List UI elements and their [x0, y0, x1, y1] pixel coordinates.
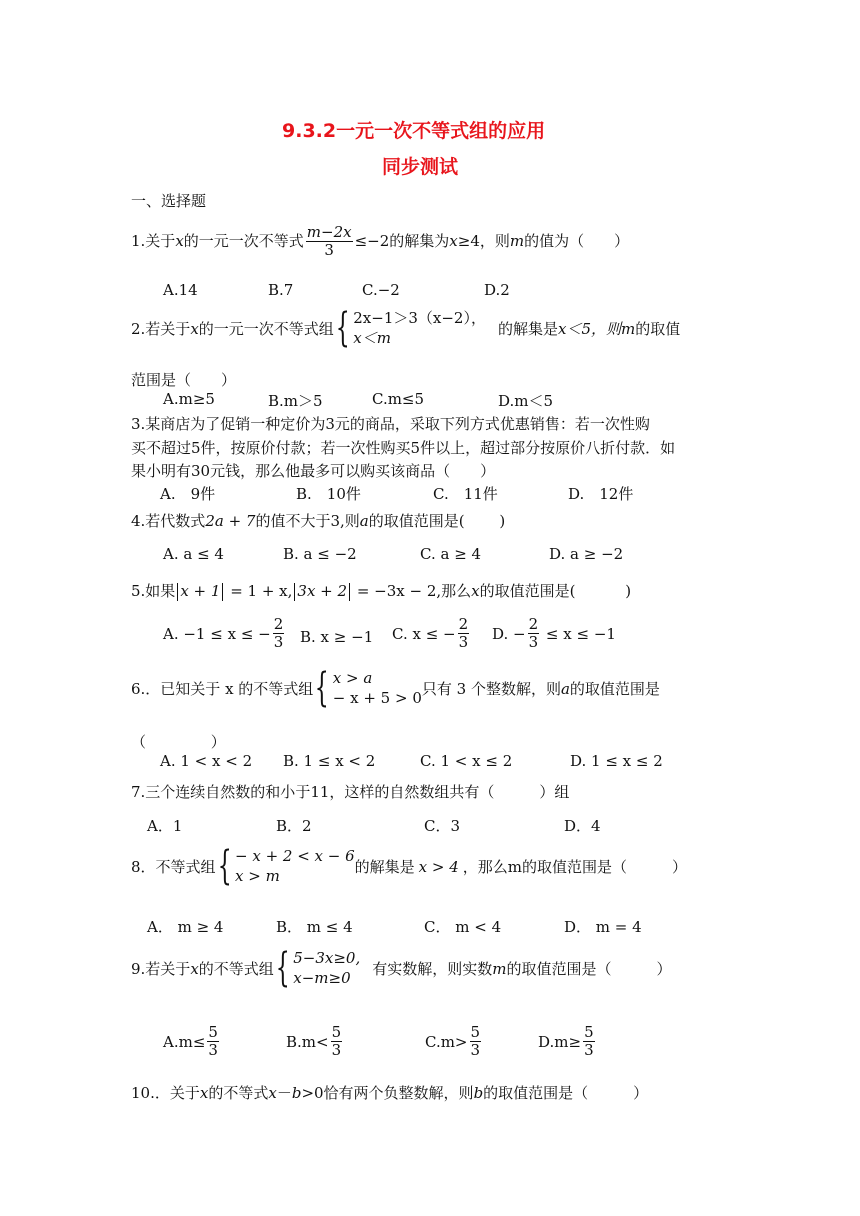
q9-option-c: C.m> $\frac{5}{3}$ [425, 1023, 481, 1060]
q3-option-b: B. 10件 [296, 485, 361, 503]
q7-option-b: B．2 [276, 817, 312, 835]
q2-option-a: A.m≥5 [163, 390, 215, 408]
q6-option-b: B. 1 ≤ x < 2 [283, 752, 376, 770]
q3-option-d: D. 12件 [568, 485, 634, 503]
q6-option-d: D. 1 ≤ x ≤ 2 [570, 752, 663, 770]
q7-option-a: A．1 [147, 817, 183, 835]
q3-option-a: A. 9件 [160, 485, 216, 503]
q5-option-b: B. x ≥ −1 [300, 628, 374, 646]
q2-line2: 范围是（ ） [131, 371, 237, 389]
q1-option-d: D.2 [484, 281, 510, 299]
q1-option-c: C.−2 [362, 281, 400, 299]
q7-option-c: C．3 [424, 817, 461, 835]
q3-line1: 3.某商店为了促销一种定价为3元的商品，采取下列方式优惠销售：若一次性购 [131, 415, 650, 433]
q8-option-b: B． m ≤ 4 [276, 918, 353, 936]
question-6: 6.．已知关于 x 的不等式组 { x > a − x + 5 > 0 只有 3 个整数解，则a的取值范围是 [131, 665, 660, 712]
question-4: 4.若代数式2a + 7的值不大于3,则a的取值范围是( ) [131, 512, 506, 530]
q9-option-a: A.m≤ $\frac{5}{3}$ [163, 1023, 218, 1060]
doc-title-line1: 9.3.2一元一次不等式组的应用 [282, 120, 546, 142]
q2-option-c: C.m≤5 [372, 390, 425, 408]
q4-option-b: B. a ≤ −2 [283, 545, 357, 563]
question-10: 10.．关于x的不等式x－b>0恰有两个负整数解，则b的取值范围是（ ） [131, 1084, 649, 1102]
q3-line2: 买不超过5件，按原价付款；若一次性购买5件以上，超过部分按原价八折付款．如 [131, 439, 676, 457]
q4-option-d: D. a ≥ −2 [549, 545, 624, 563]
q9-option-b: B.m< $\frac{5}{3}$ [286, 1023, 342, 1060]
q1-option-a: A.14 [163, 281, 198, 299]
q4-option-a: A. a ≤ 4 [163, 545, 224, 563]
q2-option-b: B.m＞5 [268, 392, 323, 410]
q6-option-c: C. 1 < x ≤ 2 [420, 752, 513, 770]
q7-option-d: D．4 [564, 817, 601, 835]
doc-title-line2: 同步测试 [382, 156, 459, 178]
q8-option-c: C． m < 4 [424, 918, 502, 936]
q3-option-c: C. 11件 [433, 485, 498, 503]
q5-option-c: C. x ≤ − $\frac{2}{3}$ [392, 615, 469, 652]
q5-option-a: A. −1 ≤ x ≤ − $\frac{2}{3}$ [163, 615, 284, 652]
question-5: 5.如果 x + 1 = 1 + x, 3x + 2 = −3x − 2,那么x的取值范围是( ) [131, 582, 632, 600]
q5-option-d: D. − $\frac{2}{3}$ ≤ x ≤ −1 [492, 615, 616, 652]
question-9: 9.若关于x的不等式组 { 5−3x≥0, x−m≥0 有实数解，则实数m的取值范围是（ ） [131, 945, 672, 992]
fraction: $\frac{m-2x}{3}$ [306, 223, 352, 260]
q6-option-a: A. 1 < x < 2 [160, 752, 253, 770]
section-heading: 一、选择题 [131, 192, 207, 210]
inequality-system: { 5−3x≥0, x−m≥0 [275, 945, 361, 992]
q6-line2: （ ） [131, 733, 226, 751]
inequality-system: { − x + 2 < x − 6 x > m [217, 843, 355, 890]
q3-line3: 果小明有30元钱，那么他最多可以购买该商品（ ） [131, 462, 496, 480]
q1-option-b: B.7 [268, 281, 294, 299]
q2-option-d: D.m＜5 [498, 392, 554, 410]
question-2: 2.若关于x的一元一次不等式组 { 2x−1＞3（x−2）， x＜m 的解集是x＜5，则m的取值 [131, 305, 681, 352]
question-7: 7.三个连续自然数的和小于11，这样的自然数组共有（ ）组 [131, 783, 570, 801]
question-8: 8．不等式组 { − x + 2 < x − 6 x > m 的解集是 x > 4 ，那么m的取值范围是（ ） [131, 843, 688, 890]
q4-option-c: C. a ≥ 4 [420, 545, 482, 563]
inequality-system: { x > a − x + 5 > 0 [315, 665, 422, 712]
q8-option-d: D． m = 4 [564, 918, 642, 936]
q9-option-d: D.m≥ $\frac{5}{3}$ [538, 1023, 594, 1060]
q8-option-a: A． m ≥ 4 [147, 918, 224, 936]
inequality-system: { 2x−1＞3（x−2）， x＜m [335, 305, 486, 352]
question-1: 1.关于x的一元一次不等式 $\frac{m-2x}{3}$ ≤−2的解集为x≥4，则m的值为（ ） [131, 223, 630, 260]
